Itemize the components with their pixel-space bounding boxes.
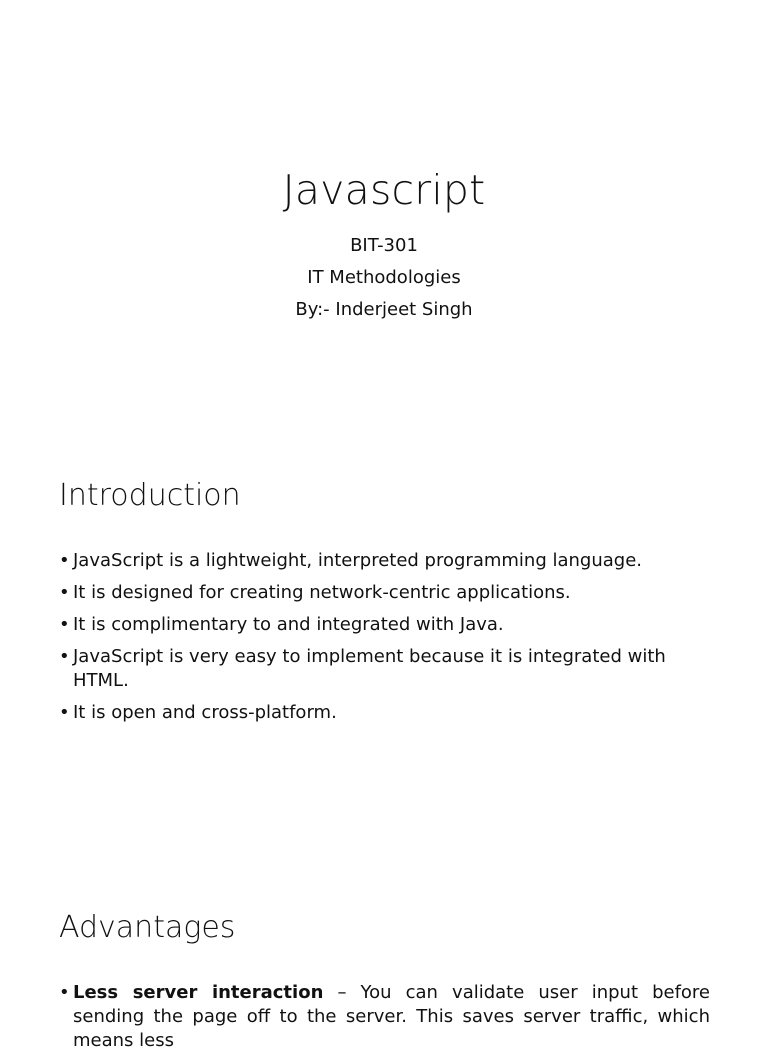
list-item (59, 645, 710, 693)
bullet-point-icon: • (59, 702, 70, 723)
list-item (59, 581, 710, 605)
bullet-text: It is open and cross-platform. (73, 702, 337, 723)
course-name: IT Methodologies (307, 267, 461, 288)
author-line: By:- Inderjeet Singh (295, 299, 473, 320)
bullet-point-icon: • (59, 646, 70, 667)
bullet-text: – You can validate user input before sending the page off to the server. This saves server traffic, which means less (73, 982, 710, 1051)
bullet-list (59, 549, 710, 733)
presentation-title: Javascript (282, 166, 486, 214)
list-item (59, 613, 710, 637)
advantages-slide (0, 864, 768, 1051)
list-item (59, 981, 710, 1053)
bullet-point-icon: • (59, 982, 70, 1003)
list-item (59, 701, 710, 725)
introduction-slide (0, 432, 768, 864)
bullet-list (59, 981, 710, 1061)
bullet-text: It is designed for creating network-centric applications. (73, 582, 571, 603)
bullet-point-icon: • (59, 582, 70, 603)
bullet-lead: Less server interaction (73, 982, 324, 1003)
course-code: BIT-301 (350, 235, 418, 256)
slide-heading: Advantages (59, 910, 236, 945)
bullet-point-icon: • (59, 550, 70, 571)
bullet-point-icon: • (59, 614, 70, 635)
title-slide (0, 0, 768, 432)
bullet-text: It is complimentary to and integrated with Java. (73, 614, 504, 635)
slide-heading: Introduction (59, 478, 241, 513)
title-block (0, 166, 768, 326)
bullet-text: JavaScript is a lightweight, interpreted programming language. (73, 550, 643, 571)
bullet-text: JavaScript is very easy to implement because it is integrated with HTML. (73, 646, 666, 691)
list-item (59, 549, 710, 573)
